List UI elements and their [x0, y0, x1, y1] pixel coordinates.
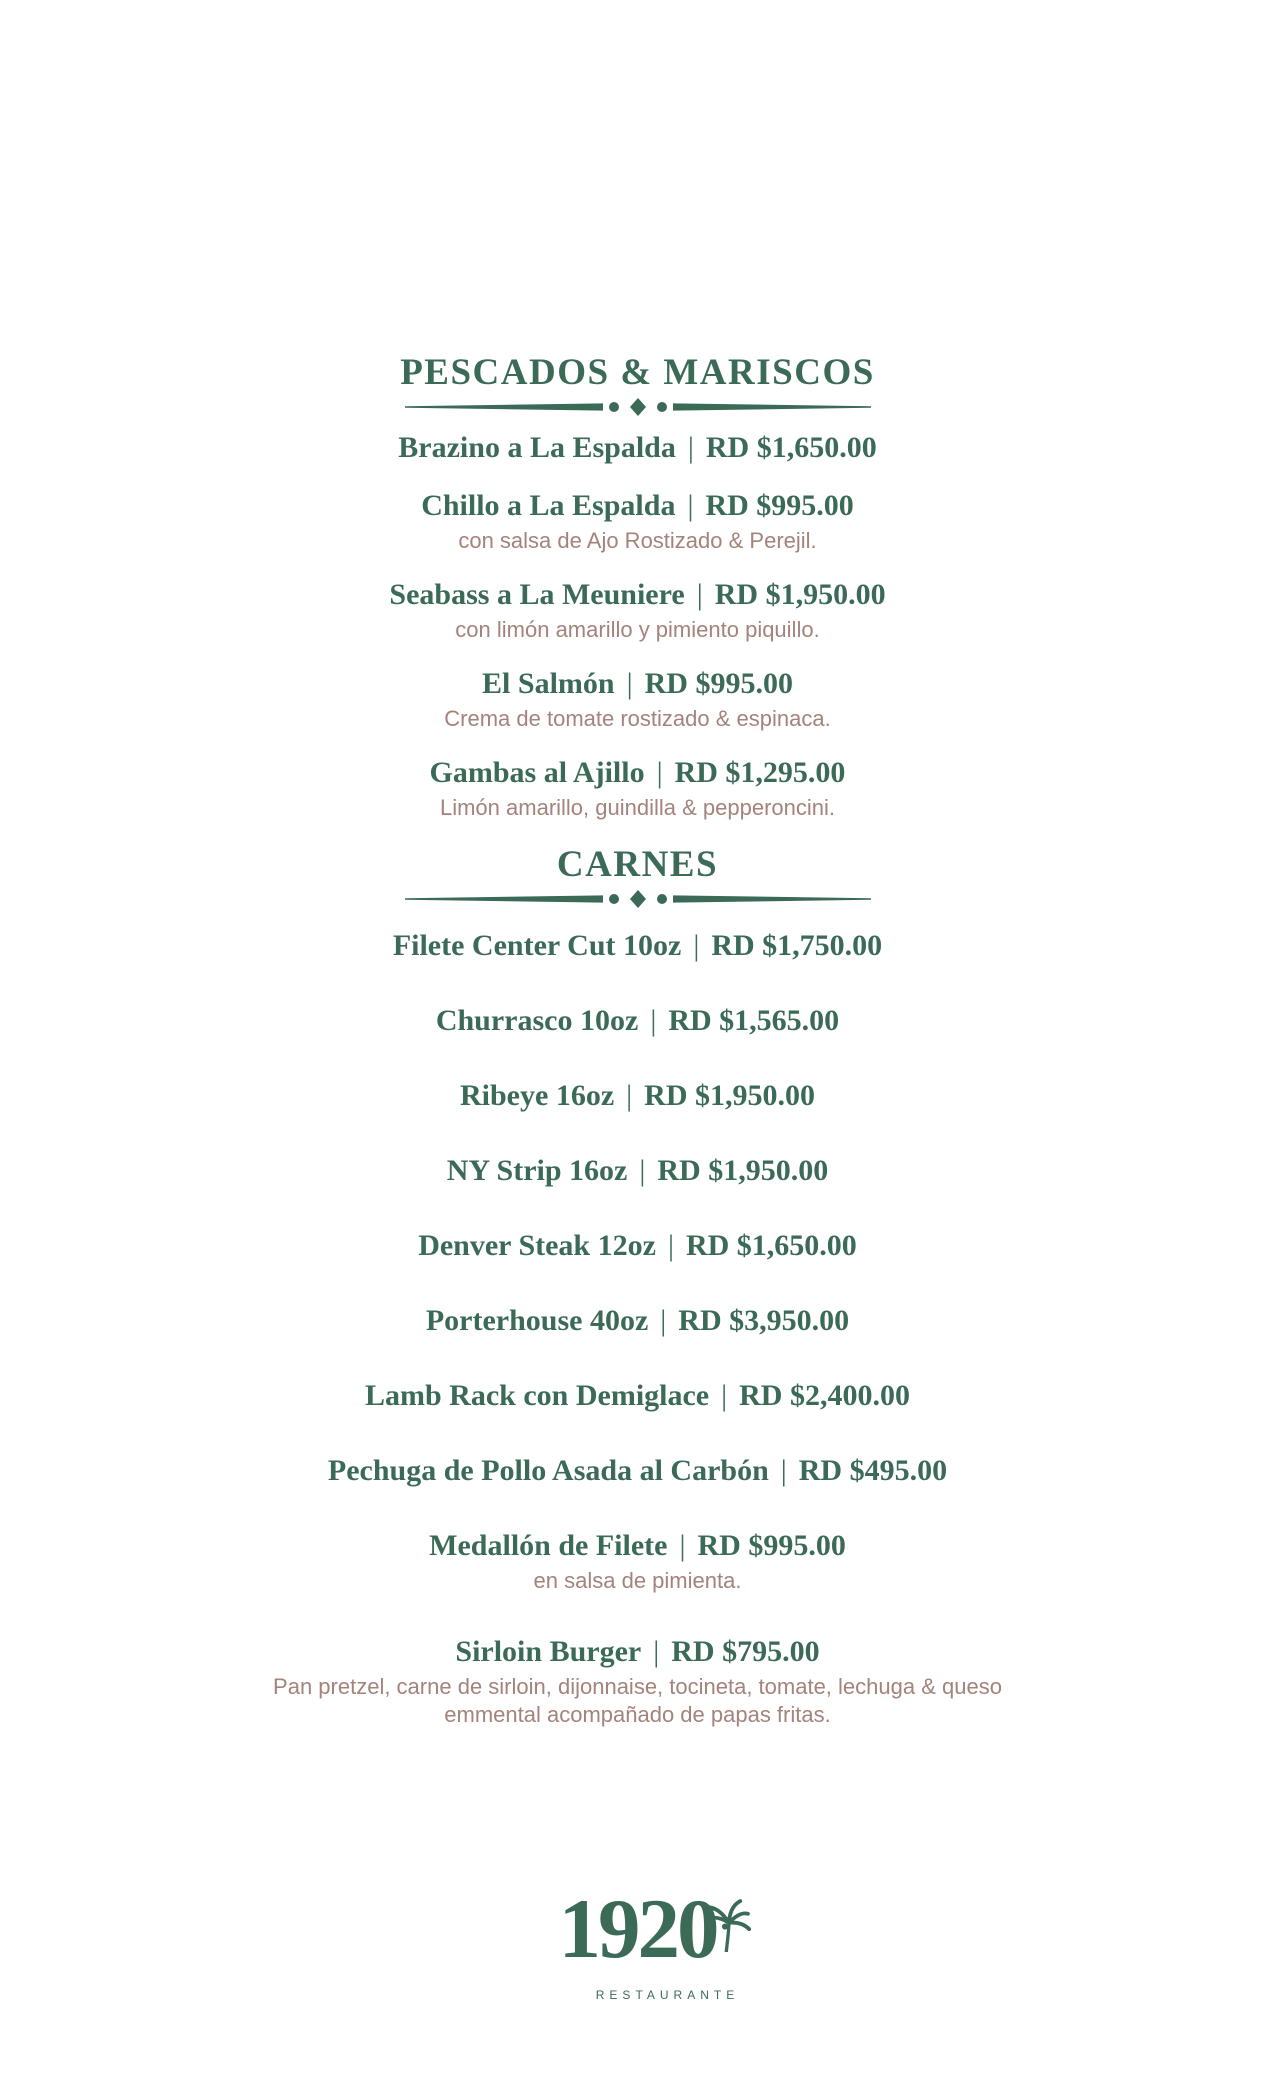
item-line — [0, 1003, 1275, 1039]
section-items — [0, 928, 1275, 1729]
item-description: con limón amarillo y pimiento piquillo. — [455, 617, 820, 642]
menu-section — [0, 844, 1275, 1729]
menu-sections — [0, 352, 1275, 1729]
item-description: con salsa de Ajo Rostizado & Perejil. — [458, 528, 817, 553]
item-price: RD $1,950.00 — [644, 1079, 815, 1112]
restaurant-logo — [0, 1884, 1275, 2002]
item-price: RD $1,650.00 — [705, 431, 877, 464]
item-description: Pan pretzel, carne de sirloin, dijonnaise, tocineta, tomate, lechuga & queso emmental acompañado de papas fritas. — [273, 1674, 1002, 1727]
item-name: Ribeye 16oz — [460, 1079, 615, 1112]
item-line — [0, 1303, 1275, 1339]
item-name: NY Strip 16oz — [446, 1154, 628, 1187]
item-separator: | — [660, 1304, 667, 1337]
item-price: RD $795.00 — [671, 1635, 820, 1668]
item-price: RD $1,565.00 — [668, 1004, 840, 1037]
item-name: Filete Center Cut 10oz — [392, 929, 682, 962]
menu-item — [0, 430, 1275, 466]
item-name: Pechuga de Pollo Asada al Carbón — [327, 1454, 769, 1487]
item-line — [0, 755, 1275, 791]
section-title: CARNES — [556, 844, 719, 885]
item-line — [0, 430, 1275, 466]
logo-subtitle-text: RESTAURANTE — [595, 1988, 740, 2002]
item-price: RD $1,750.00 — [711, 929, 883, 962]
item-price: RD $1,950.00 — [714, 578, 886, 611]
item-separator: | — [679, 1529, 686, 1562]
item-description: Limón amarillo, guindilla & pepperoncini. — [439, 795, 835, 820]
menu-section — [0, 352, 1275, 822]
item-separator: | — [721, 1379, 728, 1412]
item-line — [0, 1078, 1275, 1114]
section-divider-ornament — [405, 398, 871, 416]
menu-item — [0, 1078, 1275, 1114]
menu-item — [0, 1528, 1275, 1595]
item-separator: | — [687, 489, 694, 522]
item-line — [0, 928, 1275, 964]
item-separator: | — [687, 431, 694, 464]
logo-year-text: 1920 — [558, 1882, 717, 1976]
item-separator: | — [780, 1454, 787, 1487]
item-name: Churrasco 10oz — [435, 1004, 639, 1037]
item-line — [0, 1634, 1275, 1670]
item-name: Gambas al Ajillo — [429, 756, 645, 789]
menu-item — [0, 755, 1275, 822]
item-name: Brazino a La Espalda — [398, 431, 676, 464]
menu-item — [0, 1378, 1275, 1414]
menu-item — [0, 1453, 1275, 1489]
menu-item — [0, 1003, 1275, 1039]
item-line — [0, 1378, 1275, 1414]
item-separator: | — [693, 929, 700, 962]
menu-item — [0, 1634, 1275, 1729]
item-separator: | — [639, 1154, 646, 1187]
item-price: RD $3,950.00 — [678, 1304, 850, 1337]
item-line — [0, 488, 1275, 524]
item-name: Sirloin Burger — [455, 1635, 642, 1668]
menu-item — [0, 577, 1275, 644]
menu-item — [0, 1153, 1275, 1189]
item-name: Medallón de Filete — [429, 1529, 668, 1562]
item-line — [0, 1228, 1275, 1264]
section-items — [0, 430, 1275, 822]
item-price: RD $995.00 — [697, 1529, 846, 1562]
item-name: Porterhouse 40oz — [425, 1304, 649, 1337]
section-divider-ornament — [405, 890, 871, 908]
item-separator: | — [653, 1635, 660, 1668]
logo-row — [559, 1884, 717, 1998]
menu-item — [0, 928, 1275, 964]
item-line — [0, 1453, 1275, 1489]
palm-tree-icon — [699, 1896, 751, 1952]
item-line — [0, 1528, 1275, 1564]
item-line — [0, 577, 1275, 613]
item-price: RD $995.00 — [705, 489, 854, 522]
section-title: PESCADOS & MARISCOS — [400, 352, 875, 393]
item-separator: | — [667, 1229, 674, 1262]
item-name: Lamb Rack con Demiglace — [365, 1379, 710, 1412]
item-price: RD $1,650.00 — [685, 1229, 857, 1262]
item-separator: | — [626, 667, 633, 700]
item-separator: | — [650, 1004, 657, 1037]
item-separator: | — [696, 578, 703, 611]
item-price: RD $2,400.00 — [739, 1379, 910, 1412]
menu-item — [0, 1228, 1275, 1264]
menu-item — [0, 666, 1275, 733]
item-separator: | — [656, 756, 663, 789]
item-price: RD $1,295.00 — [674, 756, 846, 789]
menu-item — [0, 1303, 1275, 1339]
item-name: Denver Steak 12oz — [418, 1229, 656, 1262]
item-description: en salsa de pimienta. — [533, 1568, 742, 1593]
item-name: El Salmón — [482, 667, 615, 700]
item-price: RD $995.00 — [644, 667, 793, 700]
item-price: RD $1,950.00 — [657, 1154, 829, 1187]
item-name: Chillo a La Espalda — [421, 489, 676, 522]
item-price: RD $495.00 — [798, 1454, 948, 1487]
item-description: Crema de tomate rostizado & espinaca. — [444, 706, 831, 731]
item-name: Seabass a La Meuniere — [389, 578, 685, 611]
item-line — [0, 666, 1275, 702]
menu-item — [0, 488, 1275, 555]
item-line — [0, 1153, 1275, 1189]
item-separator: | — [626, 1079, 633, 1112]
